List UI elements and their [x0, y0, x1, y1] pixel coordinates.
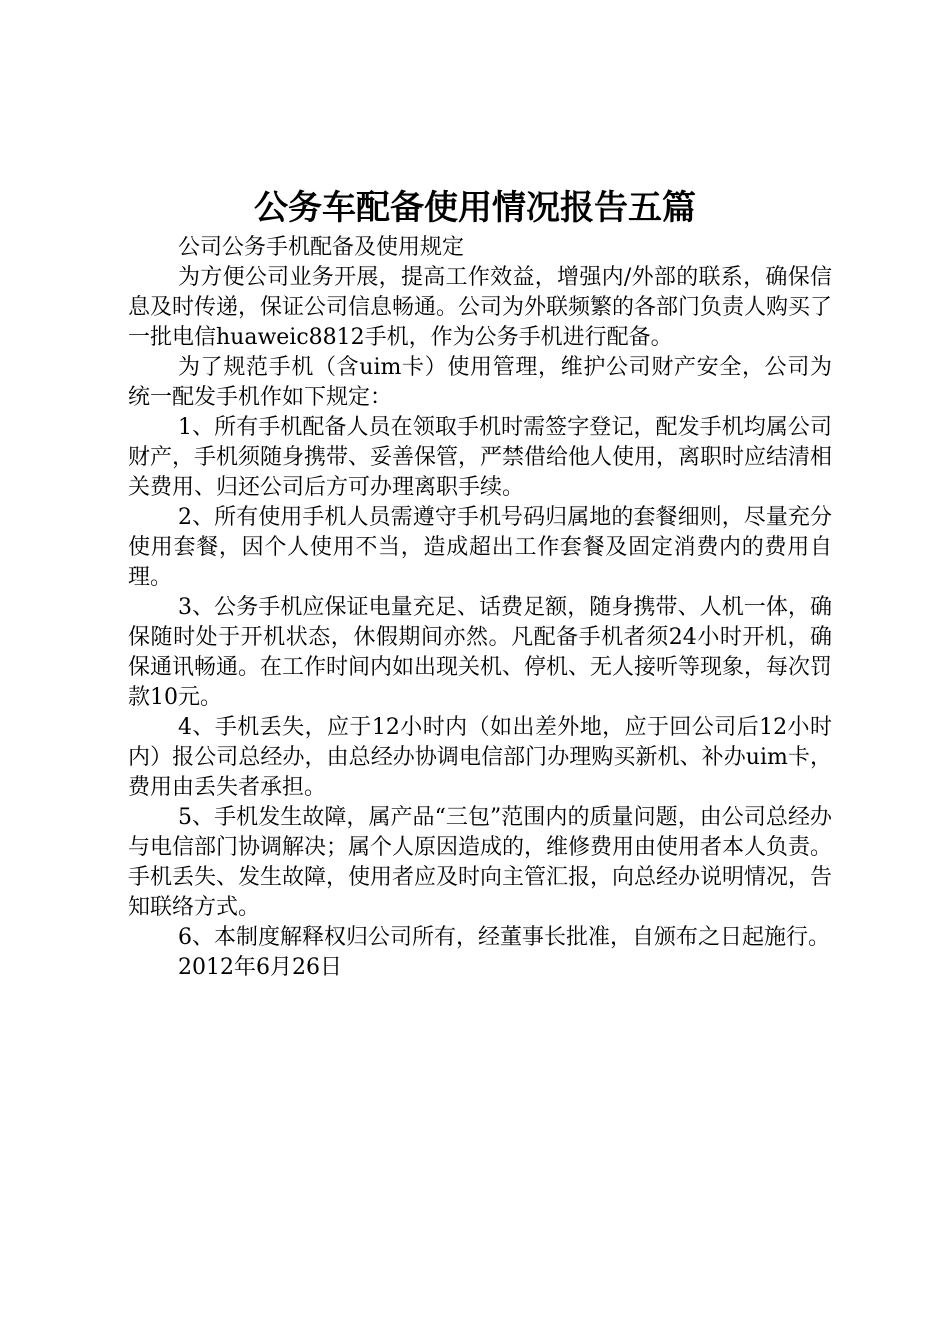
document-date: 2012年6月26日: [178, 955, 342, 980]
rule-3-paragraph: 3、公务手机应保证电量充足、话费足额，随身携带、人机一体，确保随时处于开机状态，休假期间亦然。凡配备手机者须24小时开机，确保通讯畅通。在工作时间内如出现关机、停机、无人接听等现象，每次罚款10元。: [128, 595, 833, 710]
intro-paragraph: 为方便公司业务开展，提高工作效益，增强内/外部的联系，确保信息及时传递，保证公司信息畅通。公司为外联频繁的各部门负责人购买了一批电信huaweic8812手机，作为公务手机进行配备。: [128, 265, 833, 350]
section-heading: 公司公务手机配备及使用规定: [178, 235, 465, 260]
purpose-paragraph: 为了规范手机（含uim卡）使用管理，维护公司财产安全，公司为统一配发手机作如下规定：: [128, 355, 832, 410]
document-title: 公务车配备使用情况报告五篇: [254, 188, 696, 228]
document-body: [128, 233, 832, 983]
rule-6-paragraph: 6、本制度解释权归公司所有，经董事长批准，自颁布之日起施行。: [178, 925, 830, 950]
rule-4-paragraph: 4、手机丢失，应于12小时内（如出差外地，应于回公司后12小时内）报公司总经办，由总经办协调电信部门办理购买新机、补办uim卡，费用由丢失者承担。: [128, 715, 832, 800]
rule-5-paragraph: 5、手机发生故障，属产品“三包”范围内的质量问题，由公司总经办与电信部门协调解决；属个人原因造成的，维修费用由使用者本人负责。手机丢失、发生故障，使用者应及时向主管汇报，向总经办说明情况，告知联络方式。: [128, 805, 833, 920]
rule-2-paragraph: 2、所有使用手机人员需遵守手机号码归属地的套餐细则，尽量充分使用套餐，因个人使用不当，造成超出工作套餐及固定消费内的费用自理。: [128, 505, 832, 590]
rule-1-paragraph: 1、所有手机配备人员在领取手机时需签字登记，配发手机均属公司财产，手机须随身携带、妥善保管，严禁借给他人使用，离职时应结清相关费用、归还公司后方可办理离职手续。: [128, 415, 833, 500]
